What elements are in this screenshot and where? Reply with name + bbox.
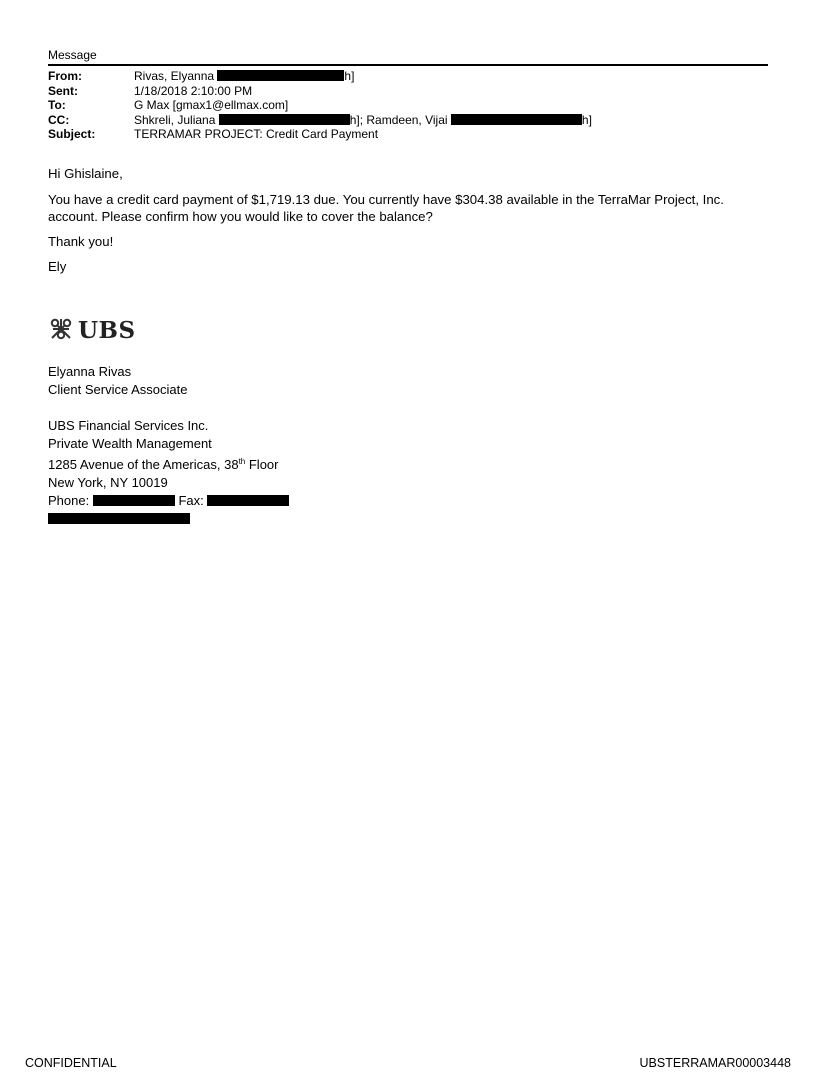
- ubs-keys-icon: [48, 316, 74, 345]
- signature-name: Elyanna Rivas: [48, 363, 132, 379]
- to-value: G Max [gmax1@ellmax.com]: [134, 98, 289, 112]
- ubs-wordmark: UBS: [78, 317, 136, 344]
- cc-name-1: Shkreli, Juliana: [134, 112, 216, 127]
- bates-number: UBSTERRAMAR00003448: [639, 1056, 791, 1070]
- signature-address: [48, 453, 768, 474]
- cc-mid: h]; Ramdeen, Vijai: [349, 112, 448, 127]
- cc-value: [134, 113, 768, 128]
- header-divider: [48, 64, 768, 66]
- body-paragraph: You have a credit card payment of $1,719.13 due. You currently have $304.38 available in the TerraMar Project, Inc. account. Please confirm how you would like to cover the balance?: [48, 191, 724, 224]
- redaction-block: [93, 495, 175, 506]
- confidential-footer: CONFIDENTIAL: [25, 1056, 117, 1070]
- to-row: [48, 98, 768, 113]
- from-value: [134, 69, 768, 84]
- signature-company: UBS Financial Services Inc.: [48, 417, 209, 433]
- cc-row: [48, 113, 768, 128]
- sent-row: [48, 84, 768, 99]
- sent-key: Sent:: [48, 83, 78, 98]
- signature-city: New York, NY 10019: [48, 474, 168, 490]
- address-sup: th: [238, 456, 246, 466]
- redaction-block: [48, 513, 190, 524]
- redaction-block: [207, 495, 289, 506]
- signature-phone-fax: [48, 492, 768, 510]
- cc-tail: h]: [581, 112, 592, 127]
- from-key: From:: [48, 69, 82, 83]
- signature-title: Client Service Associate: [48, 381, 188, 397]
- ubs-logo: [48, 316, 768, 346]
- redaction-block: [451, 114, 582, 125]
- fax-label: Fax:: [178, 492, 204, 508]
- email-document: [48, 48, 768, 528]
- subject-value: TERRAMAR PROJECT: Credit Card Payment: [134, 127, 379, 141]
- subject-row: [48, 127, 768, 142]
- phone-label: Phone:: [48, 492, 90, 508]
- signoff: Ely: [48, 258, 67, 274]
- message-label: Message: [48, 48, 97, 62]
- to-key: To:: [48, 98, 66, 112]
- greeting: Hi Ghislaine,: [48, 165, 123, 181]
- signature-division: Private Wealth Management: [48, 435, 212, 451]
- from-row: [48, 69, 768, 84]
- thanks-line: Thank you!: [48, 233, 114, 249]
- address-floor: Floor: [245, 456, 279, 472]
- redaction-block: [217, 70, 344, 81]
- redaction-block: [219, 114, 350, 125]
- subject-key: Subject:: [48, 127, 96, 141]
- sent-value: 1/18/2018 2:10:00 PM: [134, 83, 253, 98]
- from-tail: h]: [344, 69, 355, 83]
- address-street: 1285 Avenue of the Americas, 38: [48, 456, 239, 472]
- cc-key: CC:: [48, 112, 70, 127]
- from-name: Rivas, Elyanna: [134, 69, 215, 83]
- signature-redacted-line: [48, 510, 768, 528]
